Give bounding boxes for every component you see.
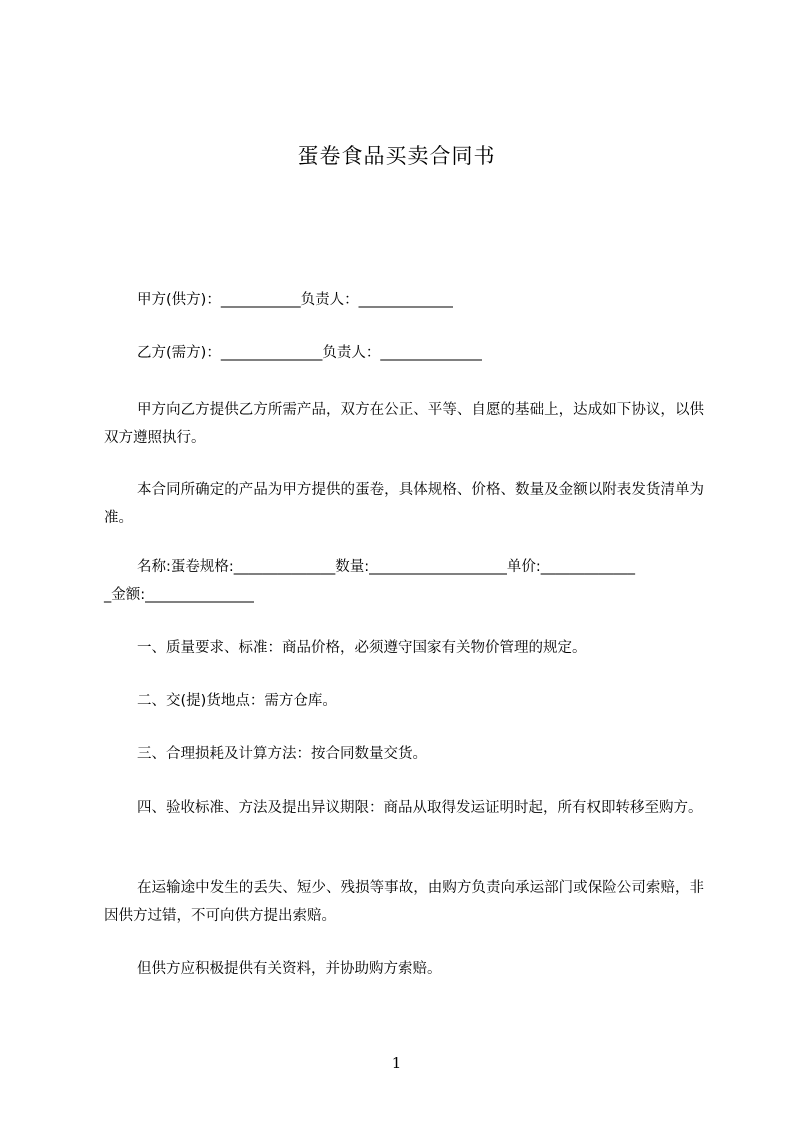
intro-paragraph: 甲方向乙方提供乙方所需产品，双方在公正、平等、自愿的基础上，达成如下协议，以供双方遵照执行。 — [104, 402, 704, 446]
cooperation-line: 但供方应积极提供有关资料，并协助购方索赔。 — [137, 961, 442, 977]
product-line-2: _金额:_______________ — [104, 587, 254, 603]
party-a-line: 甲方(供方)：___________负责人：_____________ — [137, 292, 453, 308]
clause-delivery: 二、交(提)货地点：需方仓库。 — [137, 693, 337, 709]
party-b-line: 乙方(需方)：______________负责人：______________ — [137, 345, 482, 361]
clause-quality: 一、质量要求、标准：商品价格，必须遵守国家有关物价管理的规定。 — [137, 640, 587, 656]
page-number: 1 — [391, 1054, 402, 1072]
clause-loss: 三、合理损耗及计算方法：按合同数量交货。 — [137, 746, 427, 762]
transport-paragraph: 在运输途中发生的丢失、短少、残损等事故，由购方负责向承运部门或保险公司索赔，非因供方过错，不可向供方提出索赔。 — [104, 880, 704, 924]
product-line-1: 名称:蛋卷规格:______________数量:___________________单价:_____________ — [137, 559, 636, 575]
document-title: 蛋卷食品买卖合同书 — [297, 144, 496, 168]
scope-paragraph: 本合同所确定的产品为甲方提供的蛋卷，具体规格、价格、数量及金额以附表发货清单为准。 — [104, 482, 704, 526]
clause-acceptance: 四、验收标准、方法及提出异议期限：商品从取得发运证明时起，所有权即转移至购方。 — [137, 800, 703, 816]
